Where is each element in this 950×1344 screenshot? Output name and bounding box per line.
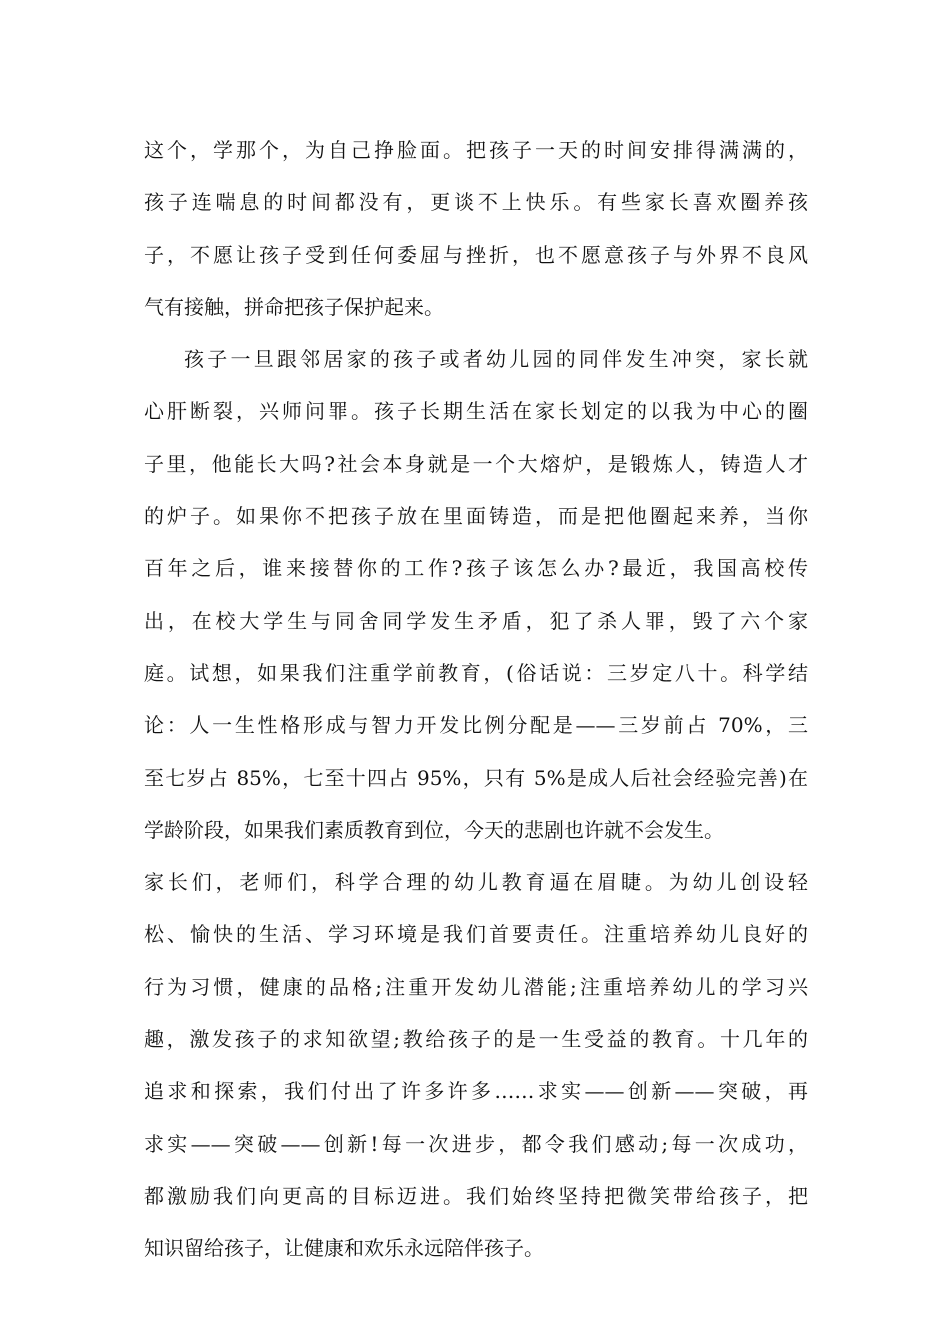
text-line: 气有接触，拼命把孩子保护起来。 (144, 294, 444, 319)
text-line: 出，在校大学生与同舍同学发生矛盾，犯了杀人罪，毁了六个家 (144, 608, 808, 633)
text-line: 趣，激发孩子的求知欲望;教给孩子的是一生受益的教育。十几年的 (144, 1027, 808, 1052)
text-line: 松、愉快的生活、学习环境是我们首要责任。注重培养幼儿良好的 (144, 922, 808, 947)
text-line: 论：人一生性格形成与智力开发比例分配是——三岁前占 70%，三 (144, 713, 808, 738)
text-line: 的炉子。如果你不把孩子放在里面铸造，而是把他圈起来养，当你 (144, 504, 808, 529)
text-line: 行为习惯，健康的品格;注重开发幼儿潜能;注重培养幼儿的学习兴 (144, 974, 808, 999)
text-line: 都激励我们向更高的目标迈进。我们始终坚持把微笑带给孩子，把 (144, 1183, 808, 1208)
text-line: 追求和探索，我们付出了许多许多……求实——创新——突破，再 (144, 1079, 808, 1104)
text-line: 子，不愿让孩子受到任何委屈与挫折，也不愿意孩子与外界不良风 (144, 242, 808, 267)
text-line: 求实——突破——创新!每一次进步，都令我们感动;每一次成功， (144, 1131, 808, 1156)
text-line: 孩子连喘息的时间都没有，更谈不上快乐。有些家长喜欢圈养孩 (144, 190, 808, 215)
text-line: 孩子一旦跟邻居家的孩子或者幼儿园的同伴发生冲突，家长就 (184, 347, 808, 372)
text-line: 至七岁占 85%，七至十四占 95%，只有 5%是成人后社会经验完善)在 (144, 765, 808, 790)
text-line: 庭。试想，如果我们注重学前教育，(俗话说：三岁定八十。科学结 (144, 660, 808, 685)
text-line: 心肝断裂，兴师问罪。孩子长期生活在家长划定的以我为中心的圈 (144, 399, 808, 424)
text-line: 学龄阶段，如果我们素质教育到位，今天的悲剧也许就不会发生。 (144, 817, 724, 842)
text-line: 家长们，老师们，科学合理的幼儿教育逼在眉睫。为幼儿创设轻 (144, 870, 808, 895)
body-text (144, 124, 808, 1275)
text-line: 百年之后，谁来接替你的工作?孩子该怎么办?最近，我国高校传 (144, 556, 808, 581)
text-line: 知识留给孩子，让健康和欢乐永远陪伴孩子。 (144, 1236, 544, 1261)
text-line: 这个，学那个，为自己挣脸面。把孩子一天的时间安排得满满的， (144, 138, 808, 162)
text-line: 子里，他能长大吗?社会本身就是一个大熔炉，是锻炼人，铸造人才 (144, 451, 808, 476)
